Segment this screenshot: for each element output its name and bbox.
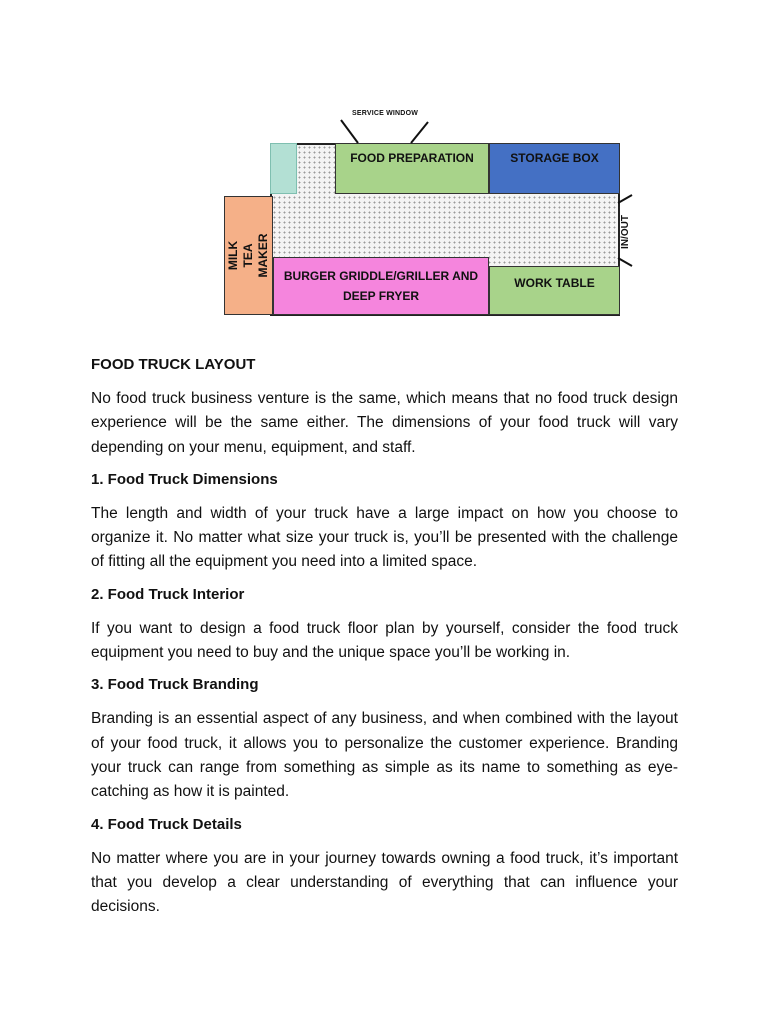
food-preparation-label: FOOD PREPARATION [350,151,474,165]
in-out-label: IN/OUT [620,215,631,249]
service-window-label: SERVICE WINDOW [351,110,419,117]
section-heading-interior: 2. Food Truck Interior [91,585,245,603]
article-title: FOOD TRUCK LAYOUT [91,356,256,373]
article-intro: No food truck business venture is the same, which means that no food truck design experience will be the same either. The dimensions of your food truck will vary depending on your menu, equipment, and staff. [91,390,678,456]
work-table-label: WORK TABLE [514,276,595,290]
service-window-line-right [411,122,428,143]
section-body-details: No matter where you are in your journey towards owning a food truck, it’s important that you develop a clear understanding of everything that can influence your decisions. [91,849,678,916]
section-heading-details: 4. Food Truck Details [91,815,242,833]
service-window-line-left [341,120,358,143]
milk-tea-maker-label: MILK TEA MAKER [226,233,270,278]
section-body-dimensions: The length and width of your truck have a large impact on how you choose to organize it. No matter what size your truck is, you’ll be presented with the challenge of fitting all the equipment you need into a limited space. [91,504,678,571]
in-out-line-bottom [618,258,632,266]
section-heading-dimensions: 1. Food Truck Dimensions [91,470,278,488]
door-marker-lines [0,0,768,330]
article [91,355,678,929]
section-body-branding: Branding is an essential aspect of any business, and when combined with the layout of your food truck, it allows you to personalize the customer experience. Branding your truck can range from something as simple as its name to something as eye-catching as how it is painted. [91,710,678,801]
section-body-interior: If you want to design a food truck floor plan by yourself, consider the food truck equipment you need to buy and the unique space you’ll be working in. [91,619,678,662]
storage-box-label: STORAGE BOX [510,151,599,165]
food-truck-floor-plan [0,0,768,330]
in-out-line-top [618,195,632,203]
burger-griddle-label: BURGER GRIDDLE/GRILLER AND DEEP FRYER [283,269,479,303]
section-heading-branding: 3. Food Truck Branding [91,676,259,694]
